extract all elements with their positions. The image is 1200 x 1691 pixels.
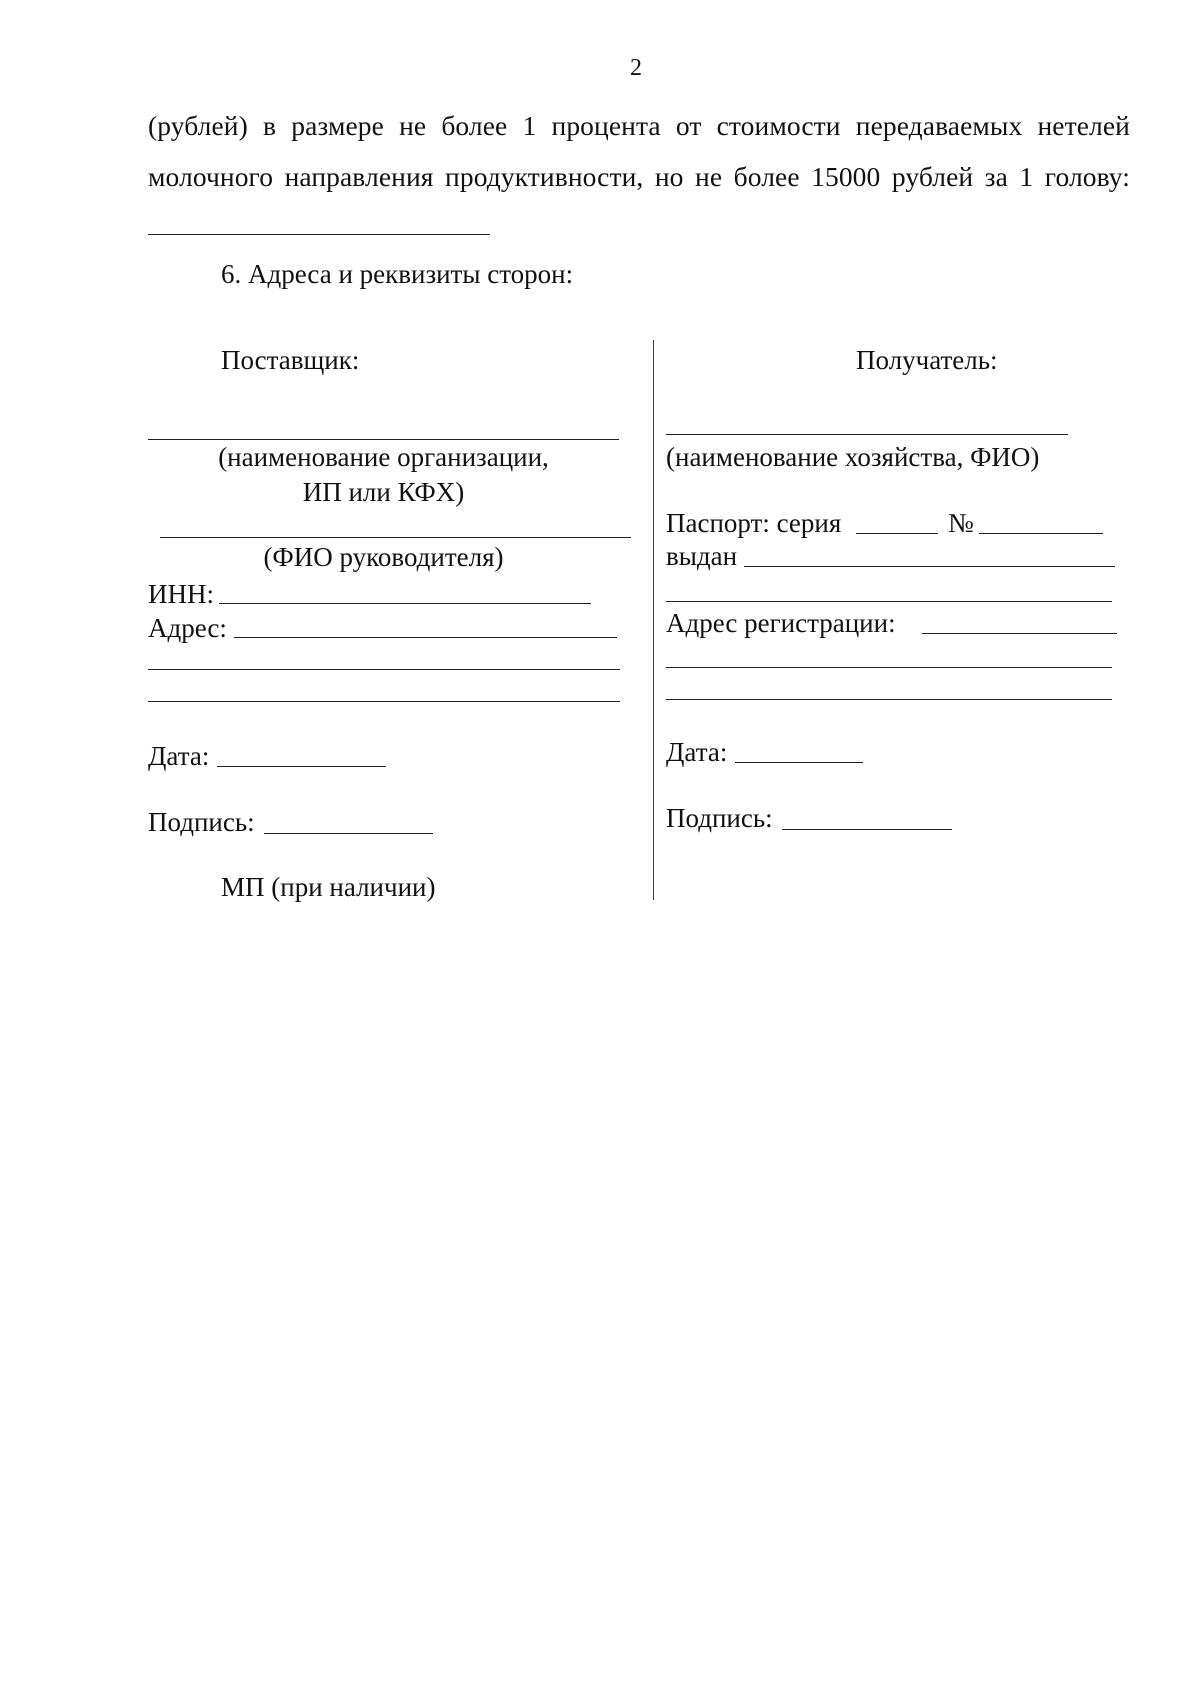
recipient-number-sign: № bbox=[948, 508, 974, 538]
supplier-title: Поставщик: bbox=[221, 345, 360, 375]
recipient-title: Получатель: bbox=[856, 345, 998, 375]
recipient-signature-label: Подпись: bbox=[666, 803, 773, 833]
supplier-inn-field[interactable] bbox=[219, 603, 591, 604]
supplier-head-name-field[interactable] bbox=[160, 537, 631, 538]
recipient-passport-label: Паспорт: серия bbox=[666, 508, 842, 538]
supplier-org-caption-line-2: ИП или КФХ) bbox=[302, 477, 465, 507]
recipient-issued-field-2[interactable] bbox=[666, 601, 1112, 602]
recipient-issued-label: выдан bbox=[666, 541, 738, 571]
recipient-reg-address-field-3[interactable] bbox=[666, 699, 1112, 700]
recipient-reg-address-field-1[interactable] bbox=[922, 633, 1117, 634]
recipient-reg-address-field-2[interactable] bbox=[666, 667, 1112, 668]
supplier-date-label: Дата: bbox=[148, 741, 210, 771]
supplier-org-caption-line-1: (наименование организации, bbox=[218, 442, 549, 472]
recipient-issued-field-1[interactable] bbox=[744, 566, 1115, 567]
recipient-name-caption: (наименование хозяйства, ФИО) bbox=[666, 442, 1040, 472]
recipient-signature-field[interactable] bbox=[782, 829, 952, 830]
page-number: 2 bbox=[630, 55, 642, 81]
recipient-passport-series-field[interactable] bbox=[856, 533, 938, 534]
supplier-address-field-2[interactable] bbox=[148, 669, 620, 670]
recipient-reg-address-label: Адрес регистрации: bbox=[666, 608, 896, 638]
recipient-name-field[interactable] bbox=[666, 434, 1068, 435]
paragraph-line-2: молочного направления продуктивности, но не более 15000 рублей за 1 голову: bbox=[148, 161, 1130, 192]
supplier-address-field-1[interactable] bbox=[234, 637, 617, 638]
supplier-inn-label: ИНН: bbox=[148, 579, 214, 609]
footnote-separator bbox=[148, 234, 490, 235]
recipient-passport-number-field[interactable] bbox=[979, 533, 1103, 534]
recipient-date-label: Дата: bbox=[666, 737, 728, 767]
supplier-org-name-field[interactable] bbox=[148, 439, 619, 440]
supplier-stamp-note: МП (при наличии) bbox=[221, 872, 436, 902]
recipient-date-field[interactable] bbox=[735, 762, 863, 763]
supplier-signature-label: Подпись: bbox=[148, 807, 255, 837]
supplier-address-field-3[interactable] bbox=[148, 701, 620, 702]
paragraph-line-1: (рублей) в размере не более 1 процента от стоимости передаваемых нетелей bbox=[148, 110, 1130, 141]
supplier-signature-field[interactable] bbox=[264, 833, 433, 834]
supplier-head-caption: (ФИО руководителя) bbox=[263, 542, 504, 572]
supplier-address-label: Адрес: bbox=[148, 613, 227, 643]
section-heading: 6. Адреса и реквизиты сторон: bbox=[221, 259, 574, 289]
column-divider bbox=[653, 340, 654, 900]
supplier-date-field[interactable] bbox=[217, 766, 386, 767]
